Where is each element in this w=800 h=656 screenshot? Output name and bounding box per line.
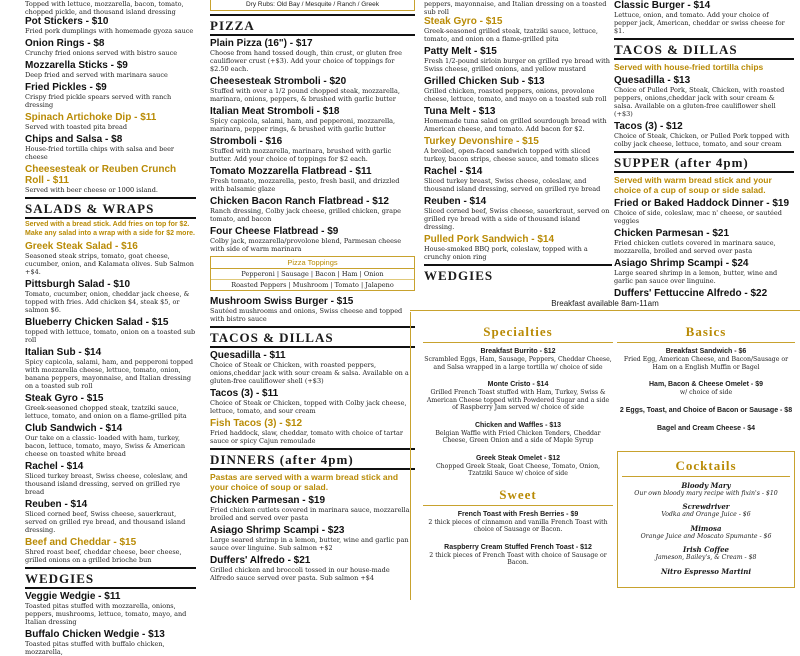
item-description: A broiled, open-faced sandwich topped with sliced turkey, bacon strips, cheese sauce, and tomato slices — [424, 147, 599, 163]
item-description: Choice of Steak or Chicken, topped with Colby jack cheese, lettuce, tomato, and sour cream — [210, 399, 407, 415]
menu-item — [25, 317, 196, 344]
section-divider — [210, 326, 415, 328]
item-description: Fresh 1/2-pound sirloin burger on grilled rye bread with Swiss cheese, grilled onions, and yellow mustard — [424, 57, 610, 73]
item-description: Fried chicken cutlets covered in marinara sauce, mozzarella, broiled and served over pasta — [210, 506, 412, 522]
menu-item — [25, 393, 196, 420]
breakfast-item — [423, 380, 613, 412]
item-name: Fish Tacos (3) - $12 — [210, 418, 303, 429]
item-name: Chicken Parmesan - $21 — [614, 228, 730, 239]
supper-list — [614, 198, 794, 299]
section-divider — [210, 34, 415, 36]
menu-item — [210, 196, 415, 223]
item-description: Choose from hand tossed dough, thin crust, or gluten free cauliflower crust (+$3). Add your choice of toppings for $2.50 each. — [210, 49, 402, 73]
item-name: Tacos (3) - $11 — [210, 388, 279, 399]
menu-item — [424, 46, 612, 73]
cocktail-description: Jameson, Bailey's, & Cream - $8 — [655, 554, 757, 561]
item-name: Plain Pizza (16") - $17 — [210, 38, 313, 49]
breakfast-item — [617, 424, 795, 433]
item-description: Large seared shrimp in a lemon, butter, wine and garlic pan sauce over linguine. — [614, 269, 778, 285]
item-name: Tomato Mozzarella Flatbread - $11 — [210, 166, 372, 177]
section-divider — [210, 448, 415, 450]
section-divider — [25, 587, 196, 589]
menu-item — [614, 198, 794, 225]
menu-item — [424, 106, 612, 133]
item-name: Chicken Parmesan - $19 — [210, 495, 326, 506]
item-description: Choice of Steak, Chicken, or Pulled Pork topped with colby jack cheese, lettuce, tomato, and sour cream — [614, 132, 790, 148]
item-name: Bagel and Cream Cheese - $4 — [656, 424, 756, 432]
menu-item — [210, 350, 415, 385]
item-name: Turkey Devonshire - $15 — [424, 136, 539, 147]
item-description: Grilled chicken and broccoli tossed in our house-made Alfredo sauce served over pasta. Sub salmon +$4 — [210, 566, 390, 582]
item-name: 2 Eggs, Toast, and Choice of Bacon or Sausage - $8 — [619, 406, 793, 414]
section-title-specialties: Specialties — [423, 324, 613, 343]
menu-item — [25, 82, 196, 109]
item-description: Ranch dressing, Colby jack cheese, grilled chicken, grape tomato, and bacon — [210, 207, 401, 223]
menu-item — [210, 226, 415, 253]
item-description: Seasoned steak strips, tomato, goat cheese, cucumber, onion, and Kalamata olives. Sub Salmon +$4. — [25, 252, 194, 276]
item-description: Greek-seasoned grilled steak, tzatziki sauce, lettuce, tomato, and onion on a flame-grilled pita — [424, 27, 598, 43]
item-description: House-fried tortilla chips with salsa and beer cheese — [25, 145, 175, 161]
breakfast-item — [617, 380, 795, 397]
menu-item — [424, 166, 612, 193]
section-divider — [210, 14, 415, 16]
cocktail-description: Orange Juice and Moscato Spumante - $6 — [640, 532, 772, 540]
cocktail-item — [622, 502, 790, 519]
item-name: Club Sandwich - $14 — [25, 423, 123, 434]
item-description: Belgian Waffle with Fried Chicken Tenders, Cheddar Cheese, Green Onion and a side of Maple Syrup — [435, 429, 601, 444]
menu-item — [424, 196, 612, 231]
menu-item — [614, 121, 794, 148]
section-divider — [210, 346, 415, 348]
item-name: Duffers' Fettuccine Alfredo - $22 — [614, 288, 768, 299]
item-name: Greek Steak Omelet - $12 — [475, 454, 561, 462]
specialties-list — [423, 347, 613, 478]
item-name: Fried Pickles - $9 — [25, 82, 107, 93]
menu-item — [25, 591, 196, 626]
menu-column-supper — [612, 0, 800, 298]
item-description: Colby jack, mozzarella/provolone blend, Parmesan cheese with side of warm marinara — [210, 237, 402, 253]
section-divider — [614, 171, 794, 173]
menu-item — [210, 136, 415, 163]
pizza-toppings-box — [210, 256, 415, 291]
item-name: Classic Burger - $14 — [614, 0, 711, 11]
item-description: Topped with lettuce, mozzarella, bacon, tomato, chopped pickle, and thousand island dressing — [25, 0, 184, 16]
section-title-sweet: Sweet — [423, 487, 613, 506]
toppings-row: Pepperoni | Sausage | Bacon | Ham | Onion — [211, 269, 414, 280]
item-name: Ham, Bacon & Cheese Omelet - $9 — [649, 381, 763, 388]
breakfast-item — [423, 347, 613, 371]
item-description: 2 thick pieces of cinnamon and vanilla French Toast with choice of Sausage or Bacon. — [428, 518, 608, 533]
item-description: Lettuce, onion, and tomato. Add your choice of pepper jack, American, cheddar or swiss cheese for $1. — [614, 11, 785, 35]
cocktails-box — [617, 451, 795, 588]
item-description: w/ choice of side — [679, 389, 733, 396]
item-description: 2 thick pieces of French Toast with choice of Sausage or Bacon. — [429, 551, 607, 566]
section-divider — [614, 58, 794, 60]
menu-item — [25, 347, 196, 390]
item-name: Rachel - $14 — [424, 166, 483, 177]
menu-item — [424, 234, 612, 261]
item-description: Shred roast beef, cheddar cheese, beer cheese, grilled onions on a grilled brioche bun — [25, 548, 182, 564]
breakfast-item — [423, 543, 613, 567]
breakfast-right-column — [617, 324, 795, 588]
burger-list — [210, 296, 415, 323]
menu-item — [210, 418, 415, 445]
item-name: Reuben - $14 — [25, 499, 88, 510]
item-name: Four Cheese Flatbread - $9 — [210, 226, 339, 237]
section-note: Served with warm bread stick and your choice of a cup of soup or side salad. — [614, 175, 772, 195]
dry-rubs-box: Dry Rubs: Old Bay / Mesquite / Ranch / Greek — [210, 0, 415, 11]
menu-item — [210, 38, 415, 73]
menu-item — [25, 241, 196, 276]
breakfast-item — [617, 347, 795, 371]
menu-item — [614, 228, 794, 255]
appetizer-list — [25, 16, 196, 194]
menu-item — [614, 258, 794, 285]
toppings-title: Pizza Toppings — [211, 257, 414, 269]
cocktail-name: Bloody Mary — [681, 480, 731, 490]
section-title-basics: Basics — [617, 324, 795, 343]
item-name: Pot Stickers - $10 — [25, 16, 109, 27]
cocktail-item — [622, 524, 790, 541]
cocktail-name: Nitro Espresso Martini — [661, 566, 751, 576]
menu-item — [25, 38, 196, 57]
item-name: Chips and Salsa - $8 — [25, 134, 123, 145]
item-description: Toasted pitas stuffed with buffalo chicken, mozzarella, — [25, 640, 165, 656]
item-name: Tuna Melt - $13 — [424, 106, 496, 117]
item-description: Crispy fried pickle spears served with ranch dressing — [25, 93, 172, 109]
menu-item — [25, 164, 196, 194]
item-name: Buffalo Chicken Wedgie - $13 — [25, 629, 165, 640]
wedgies-list — [25, 591, 196, 656]
item-description: Spicy capicola, salami, ham, and pepperoni, mozzarella, marinara, pepper rings, & brushed with garlic butter — [210, 117, 396, 133]
item-name: Duffers' Alfredo - $21 — [210, 555, 311, 566]
menu-item — [25, 499, 196, 534]
item-description: Large seared shrimp in a lemon, butter, wine and garlic pan sauce over linguine. Sub salmon +$2 — [210, 536, 409, 552]
breakfast-left-column — [423, 324, 613, 576]
item-description: Stuffed with mozzarella, marinara, brushed with garlic butter. Add your choice of toppings for $2 each. — [210, 147, 392, 163]
sweet-list — [423, 510, 613, 567]
item-description: Greek-seasoned chopped steak, tzatziki sauce, lettuce, tomato, and onion on a flame-grilled pita — [25, 404, 187, 420]
item-description: Sautéed mushrooms and onions, Swiss cheese and topped with bistro sauce — [210, 307, 403, 323]
dinners-list — [210, 495, 415, 582]
item-description: Sliced corned beef, Swiss cheese, sauerkraut, served on grilled rye bread with a side of thousand island dressing. — [424, 207, 610, 231]
item-description: Choice of Pulled Pork, Steak, Chicken, with roasted peppers, onions,cheddar jack with sour cream & salsa. Available on a gluten-free cauliflower shell (+$3) — [614, 86, 785, 118]
breakfast-panel — [410, 312, 800, 600]
tacos-list — [614, 75, 794, 148]
toppings-row: Roasted Peppers | Mushroom | Tomato | Jalapeno — [231, 281, 394, 289]
menu-item — [25, 629, 196, 656]
item-name: Mushroom Swiss Burger - $15 — [210, 296, 354, 307]
cocktail-item — [622, 545, 790, 562]
section-divider — [25, 567, 196, 569]
menu-item — [210, 525, 415, 552]
item-name: Grilled Chicken Sub - $13 — [424, 76, 545, 87]
sandwich-list — [424, 16, 612, 261]
item-description: Crunchy fried onions served with bistro sauce — [25, 49, 178, 57]
section-divider — [25, 197, 196, 199]
breakfast-item — [423, 454, 613, 478]
item-name: Onion Rings - $8 — [25, 38, 105, 49]
cocktail-item — [622, 481, 790, 498]
cocktail-description: Vodka and Orange Juice - $6 — [661, 511, 751, 518]
section-divider — [614, 38, 794, 40]
item-description: Fresh tomato, mozzarella, pesto, fresh basil, and drizzled with balsamic glaze — [210, 177, 400, 193]
menu-item — [210, 166, 415, 193]
section-title-salads: SALADS & WRAPS — [25, 201, 155, 216]
cocktail-name: Screwdriver — [682, 502, 730, 511]
menu-item — [614, 0, 794, 35]
cocktail-name: Mimosa — [690, 523, 722, 533]
section-note: Served with house-fried tortilla chips — [614, 62, 764, 72]
menu-item — [25, 423, 196, 458]
breakfast-item — [617, 406, 795, 415]
item-name: Pulled Pork Sandwich - $14 — [424, 234, 555, 245]
cocktails-list — [622, 481, 790, 576]
item-name: French Toast with Fresh Berries - $9 — [457, 510, 579, 518]
item-name: Reuben - $14 — [424, 196, 487, 207]
item-name: Monte Cristo - $14 — [487, 381, 549, 388]
pizza-list — [210, 38, 415, 253]
basics-list — [617, 347, 795, 433]
item-name: Italian Meat Stromboli - $18 — [210, 106, 340, 117]
menu-item — [210, 388, 415, 415]
menu-item — [614, 75, 794, 118]
menu-item — [25, 134, 196, 161]
section-note: Served with a bread stick. Add fries on top for $2. Make any salad into a wrap with a side for $2 more. — [25, 221, 195, 237]
item-description: Scrambled Eggs, Ham, Sausage, Peppers, Cheddar Cheese, and Salsa wrapped in a large tortilla w/ choice of side — [424, 356, 612, 371]
item-name: Pittsburgh Salad - $10 — [25, 279, 131, 290]
item-description: topped with lettuce, tomato, onion on a toasted sub roll — [25, 328, 196, 344]
item-name: Beef and Cheddar - $15 — [25, 537, 137, 548]
item-description: Sliced turkey breast, Swiss cheese, coleslaw, and thousand island dressing, served on grilled rye bread — [424, 177, 601, 193]
item-name: Italian Sub - $14 — [25, 347, 102, 358]
item-description: Choice of side, coleslaw, mac n' cheese, or sautéed veggies — [614, 209, 782, 225]
item-name: Blueberry Chicken Salad - $15 — [25, 317, 169, 328]
item-description: Grilled French Toast stuffed with Ham, Turkey, Swiss & American Cheese topped with Powdered Sugar and a side of Raspberry Jam served w/ choice of side — [426, 389, 610, 411]
section-title-wedgies: WEDGIES — [424, 268, 494, 283]
item-name: Cheesesteak or Reuben Crunch Roll - $11 — [25, 164, 177, 186]
menu-item — [424, 76, 612, 103]
menu-item — [210, 76, 415, 103]
item-description: peppers, mayonnaise, and Italian dressing on a toasted sub roll — [424, 0, 607, 16]
menu-item — [25, 279, 196, 314]
section-title-wedgies: WEDGIES — [25, 571, 95, 586]
item-description: Grilled chicken, roasted peppers, onions, provolone cheese, lettuce, tomato, and mayo on a toasted sub roll — [424, 87, 607, 103]
item-name: Asiago Shrimp Scampi - $23 — [210, 525, 345, 536]
item-name: Spinach Artichoke Dip - $11 — [25, 112, 157, 123]
item-description: Fried haddock, slaw, cheddar, tomato with choice of tartar sauce or spicy Cajun remoulade — [210, 429, 403, 445]
breakfast-item — [423, 510, 613, 534]
breakfast-item — [423, 421, 613, 445]
section-divider — [210, 468, 415, 470]
section-title-pizza: PIZZA — [210, 18, 255, 33]
item-description: Spicy capicola, salami, ham, and pepperoni topped with mozzarella cheese, lettuce, tomato, onion, banana peppers, mayonnaise, and Italian dressing on a toasted sub roll — [25, 358, 194, 390]
section-title-tacos: TACOS & DILLAS — [210, 330, 334, 345]
item-description: Tomato, cucumber, onion, cheddar jack cheese, & topped with fries. Add chicken $4, steak $5, or salmon $6. — [25, 290, 190, 314]
item-description: Chopped Greek Steak, Goat Cheese, Tomato, Onion, Tzatziki Sauce w/ choice of side — [435, 462, 601, 477]
section-title-dinners: DINNERS (after 4pm) — [210, 452, 354, 467]
menu-item — [25, 16, 196, 35]
section-divider — [25, 217, 196, 219]
item-name: Asiago Shrimp Scampi - $24 — [614, 258, 749, 269]
item-description: Served with beer cheese or 1000 island. — [25, 186, 158, 194]
menu-item — [210, 555, 415, 582]
menu-item — [424, 136, 612, 163]
menu-item — [210, 296, 415, 323]
cocktail-description: Our own bloody mary recipe with fixin's - $10 — [634, 489, 778, 497]
section-title-cocktails: Cocktails — [622, 458, 790, 477]
cocktail-item — [622, 567, 790, 576]
item-description: House-smoked BBQ pork, coleslaw, topped with a crunchy onion ring — [424, 245, 588, 261]
section-note: Pastas are served with a warm bread stick and your choice of soup or salad. — [210, 472, 399, 492]
item-name: Stromboli - $16 — [210, 136, 283, 147]
menu-item — [210, 495, 415, 522]
section-divider — [614, 151, 794, 153]
item-name: Mozzarella Sticks - $9 — [25, 60, 128, 71]
cocktail-name: Irish Coffee — [682, 545, 730, 554]
item-name: Greek Steak Salad - $16 — [25, 241, 138, 252]
item-description: Choice of Steak or Chicken, with roasted peppers, onions,cheddar jack with sour cream & salsa. Available on a gluten-free cauliflower shell (+$3) — [210, 361, 409, 385]
menu-item — [424, 16, 612, 43]
item-name: Breakfast Burrito - $12 — [480, 348, 556, 355]
item-name: Patty Melt - $15 — [424, 46, 497, 57]
item-description: Sliced turkey breast, Swiss cheese, coleslaw, and thousand island dressing, served on grilled rye bread — [25, 472, 188, 496]
item-name: Cheesesteak Stromboli - $20 — [210, 76, 347, 87]
tacos-list — [210, 350, 415, 445]
item-description: Our take on a classic- loaded with ham, turkey, bacon, lettuce, tomato, mayo, Swiss & American cheese on toasted white bread — [25, 434, 186, 458]
item-description: Stuffed with over a 1/2 pound chopped steak, mozzarella, marinara, onions, peppers, & brushed with garlic butter — [210, 87, 400, 103]
section-title-supper: SUPPER (after 4pm) — [614, 155, 749, 170]
item-name: Steak Gyro - $15 — [424, 16, 503, 27]
menu-item — [210, 106, 415, 133]
menu-column-pizza — [210, 0, 415, 600]
item-name: Quesadilla - $13 — [614, 75, 691, 86]
item-description: Toasted pitas stuffed with mozzarella, onions, peppers, mushrooms, lettuce, tomato, mayo, and Italian dressing — [25, 602, 187, 626]
salads-list — [25, 241, 196, 564]
item-description: Fried Egg, American Cheese, and Bacon/Sausage or Ham on a English Muffin or Bagel — [623, 356, 789, 371]
menu-item — [25, 112, 196, 131]
item-name: Quesadilla - $11 — [210, 350, 286, 361]
item-name: Raspberry Cream Stuffed French Toast - $12 — [444, 543, 592, 551]
item-description: Homemade tuna salad on grilled sourdough bread with American cheese, and tomato. Add bacon for $2. — [424, 117, 607, 133]
item-name: Breakfast Sandwich - $6 — [665, 348, 747, 355]
menu-column-sandwiches — [424, 0, 612, 298]
menu-item — [25, 461, 196, 496]
menu-item — [25, 60, 196, 79]
menu-item — [25, 537, 196, 564]
item-name: Chicken and Waffles - $13 — [474, 421, 562, 429]
item-description: Deep fried and served with marinara sauce — [25, 71, 168, 79]
item-name: Veggie Wedgie - $11 — [25, 591, 121, 602]
menu-column-appetizers — [0, 0, 200, 656]
item-name: Tacos (3) - $12 — [614, 121, 683, 132]
breakfast-menu — [410, 298, 800, 600]
item-name: Steak Gyro - $15 — [25, 393, 104, 404]
breakfast-hours: Breakfast available 8am-11am — [410, 298, 800, 311]
item-description: Sliced corned beef, Swiss cheese, sauerkraut, served on grilled rye bread, and thousand island dressing. — [25, 510, 186, 534]
item-description: Fried chicken cutlets covered in marinara sauce, mozzarella, broiled and served over pasta — [614, 239, 776, 255]
item-name: Rachel - $14 — [25, 461, 84, 472]
item-name: Fried or Baked Haddock Dinner - $19 — [614, 198, 790, 209]
section-title-tacos: TACOS & DILLAS — [614, 42, 738, 57]
section-divider — [424, 264, 612, 266]
item-name: Chicken Bacon Ranch Flatbread - $12 — [210, 196, 389, 207]
item-description: Served with toasted pita bread — [25, 123, 128, 131]
item-description: Fried pork dumplings with homemade gyoza sauce — [25, 27, 194, 35]
